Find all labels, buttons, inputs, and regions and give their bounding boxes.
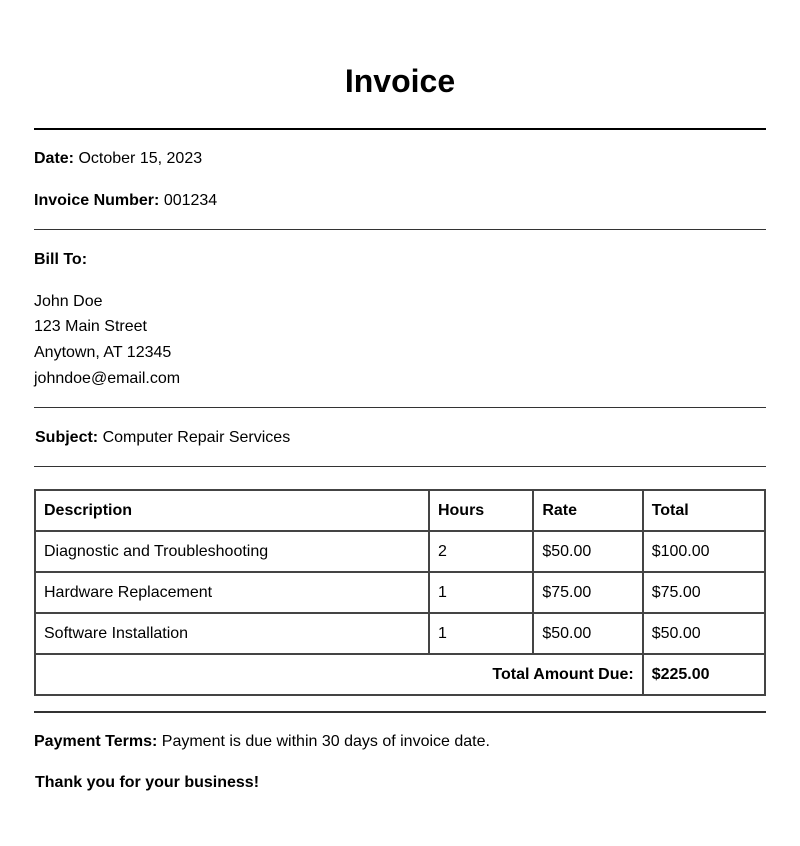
thank-you-text: Thank you for your business! xyxy=(35,774,260,791)
divider xyxy=(34,407,766,408)
bill-to-heading xyxy=(34,250,87,270)
divider xyxy=(34,466,766,467)
date-label: Date: xyxy=(34,150,75,167)
table-row xyxy=(35,613,765,654)
thank-you-line xyxy=(35,773,259,793)
payment-terms-line xyxy=(34,732,490,752)
subject-label: Subject: xyxy=(35,429,99,446)
divider xyxy=(34,128,766,130)
table-row xyxy=(35,531,765,572)
table-total-row xyxy=(35,654,765,695)
cell-total: $50.00 xyxy=(643,613,765,654)
invoice-number-line xyxy=(34,191,217,211)
line-items-table xyxy=(34,489,766,696)
cell-description: Hardware Replacement xyxy=(35,572,429,613)
cell-description: Diagnostic and Troubleshooting xyxy=(35,531,429,572)
cell-hours: 1 xyxy=(429,572,533,613)
bill-to-email: johndoe@email.com xyxy=(34,370,181,387)
table-row xyxy=(35,572,765,613)
date-line xyxy=(34,149,202,169)
bill-to-name: John Doe xyxy=(34,293,103,310)
header-total: Total xyxy=(643,490,765,531)
payment-terms-label: Payment Terms: xyxy=(34,733,158,750)
header-description: Description xyxy=(35,490,429,531)
cell-total: $100.00 xyxy=(643,531,765,572)
subject-line xyxy=(35,428,290,448)
subject-value: Computer Repair Services xyxy=(102,429,291,446)
invoice-number-label: Invoice Number: xyxy=(34,192,160,209)
cell-rate: $50.00 xyxy=(533,613,642,654)
bill-to-street: 123 Main Street xyxy=(34,318,147,335)
cell-hours: 2 xyxy=(429,531,533,572)
payment-terms-value: Payment is due within 30 days of invoice date. xyxy=(161,733,490,750)
table-header-row xyxy=(35,490,765,531)
cell-total: $75.00 xyxy=(643,572,765,613)
header-hours: Hours xyxy=(429,490,533,531)
cell-rate: $75.00 xyxy=(533,572,642,613)
bill-to-label: Bill To: xyxy=(34,251,88,268)
header-rate: Rate xyxy=(533,490,642,531)
cell-rate: $50.00 xyxy=(533,531,642,572)
date-value: October 15, 2023 xyxy=(78,150,203,167)
cell-hours: 1 xyxy=(429,613,533,654)
total-amount-value: $225.00 xyxy=(643,654,765,695)
cell-description: Software Installation xyxy=(35,613,429,654)
invoice-number-value: 001234 xyxy=(163,192,218,209)
page-title: Invoice xyxy=(344,63,456,99)
divider xyxy=(34,711,766,713)
total-amount-label: Total Amount Due: xyxy=(35,654,643,695)
bill-to-city: Anytown, AT 12345 xyxy=(34,344,172,361)
divider xyxy=(34,229,766,230)
